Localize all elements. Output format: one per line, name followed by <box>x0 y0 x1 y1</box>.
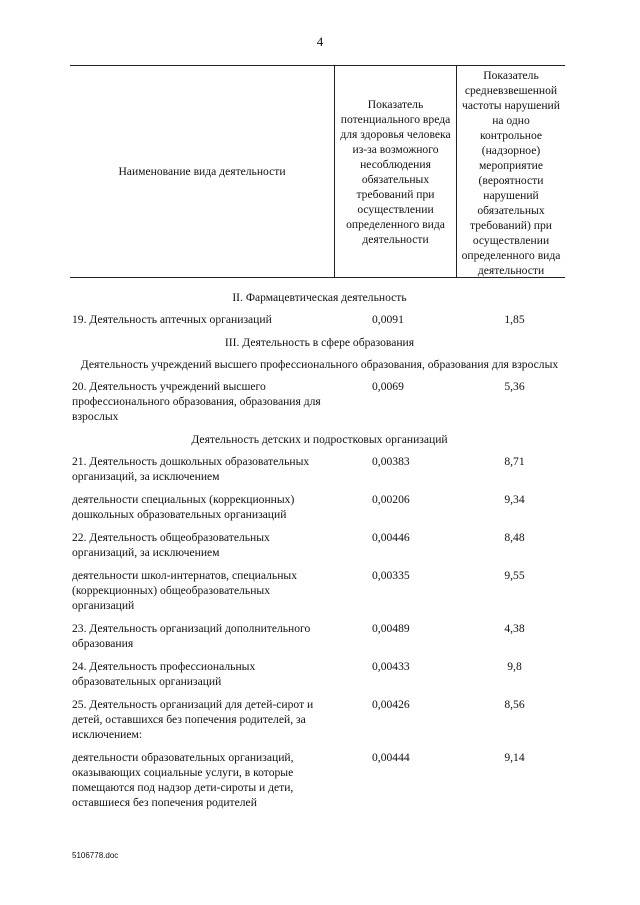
table-row <box>72 530 567 560</box>
violation-frequency-value: 9,14 <box>504 751 525 764</box>
table-row <box>72 492 567 522</box>
potential-harm-value: 0,0091 <box>372 313 404 326</box>
violation-frequency-value: 5,36 <box>504 380 525 393</box>
activity-name: 22. Деятельность общеобразовательных организаций, за исключением <box>72 531 270 559</box>
activity-name: 23. Деятельность организаций дополнительного образования <box>72 622 311 650</box>
violation-frequency-value: 9,34 <box>504 493 525 506</box>
table-row <box>72 659 567 689</box>
potential-harm-value: 0,00444 <box>372 751 410 764</box>
header-activity-name: Наименование вида деятельности <box>118 165 286 178</box>
table-row <box>72 312 567 327</box>
violation-frequency-value: 8,48 <box>504 531 525 544</box>
potential-harm-value: 0,00383 <box>372 455 410 468</box>
activity-name: деятельности школ-интернатов, специальных (коррекционных) общеобразовательных организаций <box>72 569 297 612</box>
table-row <box>72 697 567 742</box>
table-header <box>70 65 565 278</box>
violation-frequency-value: 8,71 <box>504 455 525 468</box>
potential-harm-value: 0,00489 <box>372 622 410 635</box>
violation-frequency-value: 8,56 <box>504 698 525 711</box>
section-heading: Деятельность учреждений высшего профессионального образования, образования для взрослых <box>80 358 559 371</box>
violation-frequency-value: 9,55 <box>504 569 525 582</box>
activity-name: 24. Деятельность профессиональных образовательных организаций <box>72 660 256 688</box>
document-filename: 5106778.doc <box>72 851 119 860</box>
violation-frequency-value: 4,38 <box>504 622 525 635</box>
section-heading: III. Деятельность в сфере образования <box>224 336 415 349</box>
activity-name: 20. Деятельность учреждений высшего профессионального образования, образования для взрослых <box>72 380 321 423</box>
activity-name: деятельности специальных (коррекционных) дошкольных образовательных организаций <box>72 493 295 521</box>
table-row <box>72 750 567 810</box>
table-row <box>72 379 567 424</box>
table-row <box>72 568 567 613</box>
header-violation-frequency: Показатель средневзвешенной частоты нарушений на одно контрольное (надзорное) мероприятие (вероятности нарушений обязательных требований) при осуществлении определенного вида деятельности <box>461 69 561 277</box>
potential-harm-value: 0,00433 <box>372 660 410 673</box>
violation-frequency-value: 9,8 <box>507 660 522 673</box>
section-heading: Деятельность детских и подростковых организаций <box>191 433 448 446</box>
header-potential-harm: Показатель потенциального вреда для здоровья человека из-за возможного несоблюдения обязательных требований при осуществлении определенного вида деятельности <box>340 97 451 246</box>
table-row <box>72 454 567 484</box>
activity-name: 19. Деятельность аптечных организаций <box>72 313 272 326</box>
page-number: 4 <box>316 34 324 49</box>
activity-name: деятельности образовательных организаций, оказывающих социальные услуги, в которые помещаются под надзор дети-сироты и дети, оставшиеся без попечения родителей <box>72 751 294 809</box>
potential-harm-value: 0,00426 <box>372 698 410 711</box>
table-body <box>0 290 640 818</box>
table-row <box>72 621 567 651</box>
potential-harm-value: 0,0069 <box>372 380 404 393</box>
potential-harm-value: 0,00446 <box>372 531 410 544</box>
activity-name: 25. Деятельность организаций для детей-сирот и детей, оставшихся без попечения родителей, за исключением: <box>72 698 314 741</box>
activity-name: 21. Деятельность дошкольных образовательных организаций, за исключением <box>72 455 310 483</box>
section-heading: II. Фармацевтическая деятельность <box>232 291 407 304</box>
potential-harm-value: 0,00206 <box>372 493 410 506</box>
violation-frequency-value: 1,85 <box>504 313 525 326</box>
potential-harm-value: 0,00335 <box>372 569 410 582</box>
